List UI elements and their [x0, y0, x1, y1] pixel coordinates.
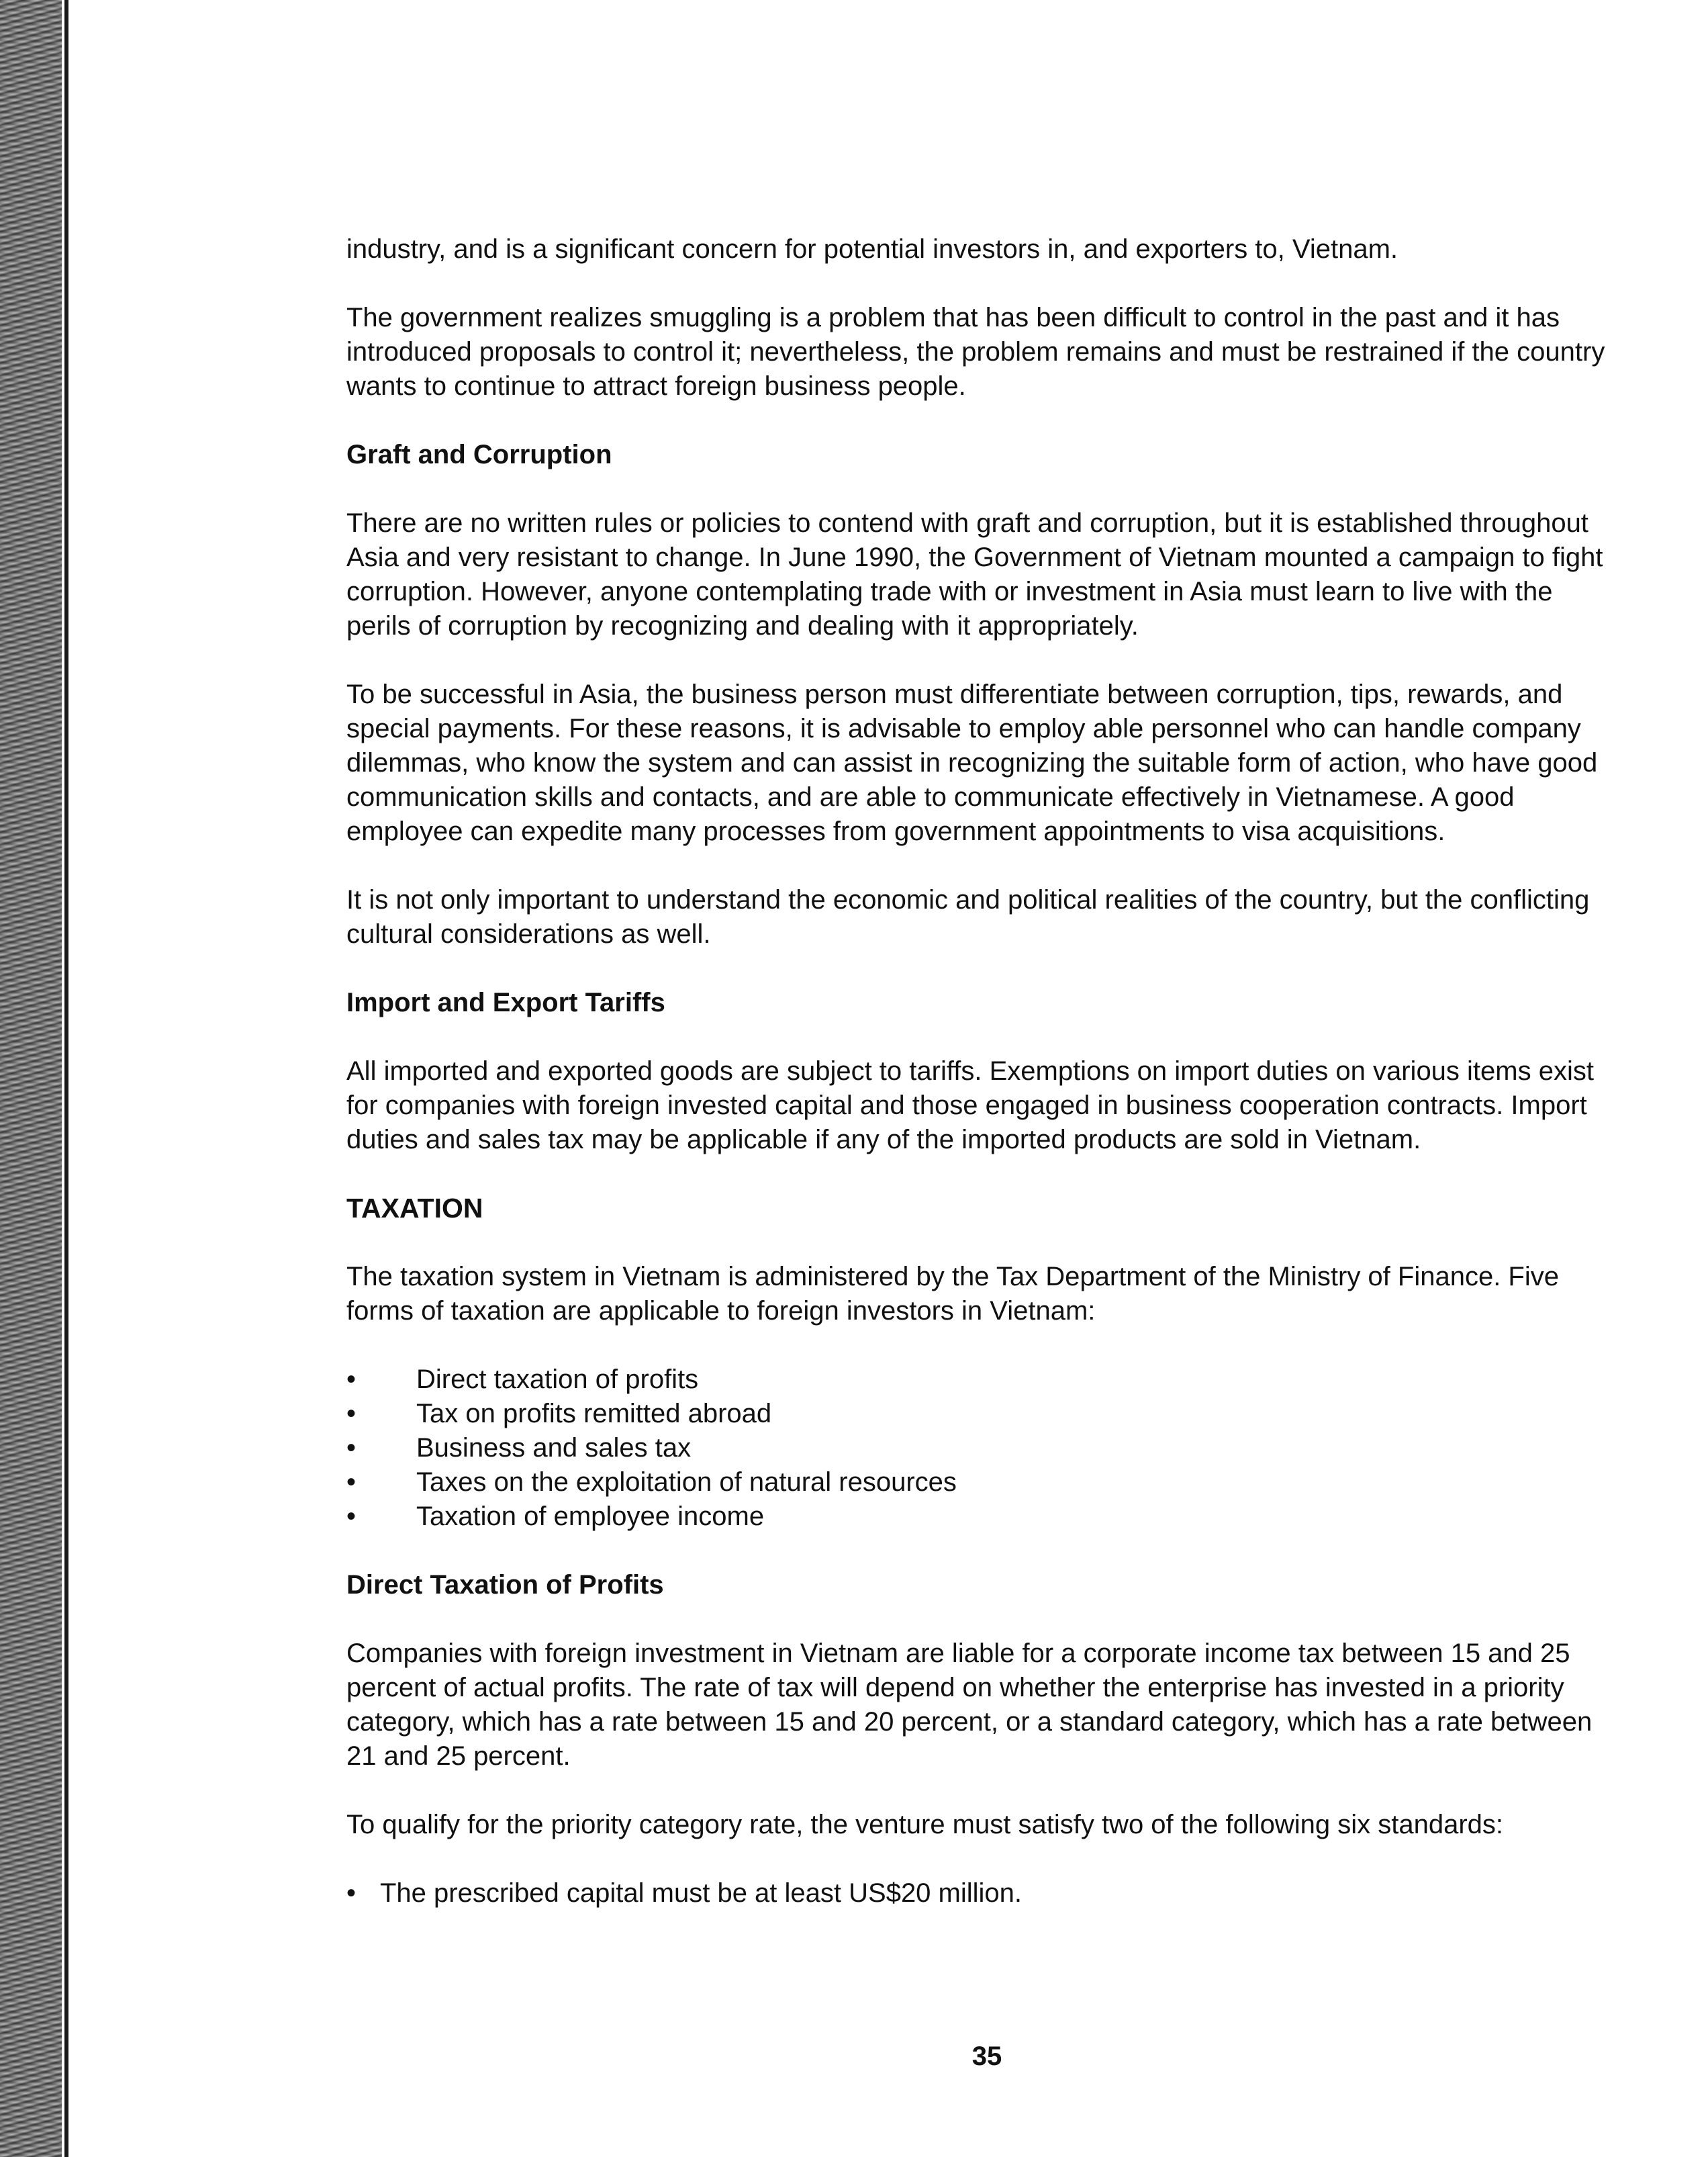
scan-binding-line: [64, 0, 68, 2157]
list-item: • Taxes on the exploitation of natural resources: [346, 1465, 1622, 1500]
bullet-icon: •: [346, 1467, 357, 1497]
bullet-icon: •: [346, 1365, 357, 1394]
page-number: 35: [971, 2041, 1002, 2071]
paragraph-industry: industry, and is a significant concern for potential investors in, and exporters to, Vietnam.: [346, 234, 1398, 264]
bullet-icon: •: [346, 1433, 357, 1463]
list-item: • Taxation of employee income: [346, 1500, 1622, 1534]
list-item: • Direct taxation of profits: [346, 1363, 1622, 1397]
paragraph-priority-qualify: To qualify for the priority category rate, the venture must satisfy two of the following six standards:: [346, 1810, 1504, 1839]
bullet-icon: •: [346, 1399, 357, 1428]
list-item: • The prescribed capital must be at least US$20 million.: [346, 1876, 1622, 1911]
paragraph-success-asia: To be successful in Asia, the business person must differentiate between corruption, tips, rewards, and special payments. For these reasons, it is advisable to employ able personnel who can handle company dilemmas, who know the system and can assist in recognizing the suitable form of action, who have good communication skills and contacts, and are able to communicate effectively in Vietnamese. A good employee can expedite many processes from government appointments to visa acquisitions.: [346, 680, 1598, 846]
paragraph-tariffs: All imported and exported goods are subject to tariffs. Exemptions on import duties on various items exist for companies with foreign invested capital and those engaged in business cooperation contracts. Import duties and sales tax may be applicable if any of the imported products are sold in Vietnam.: [346, 1056, 1594, 1154]
tax-forms-list: [346, 1363, 1622, 1534]
bullet-icon: •: [346, 1878, 357, 1908]
paragraph-corporate-income-tax: Companies with foreign investment in Vietnam are liable for a corporate income tax between 15 and 25 percent of actual profits. The rate of tax will depend on whether the enterprise has invested in a priority category, which has a rate between 15 and 20 percent, or a standard category, which has a rate between 21 and 25 percent.: [346, 1639, 1593, 1771]
list-item: • Tax on profits remitted abroad: [346, 1397, 1622, 1431]
paragraph-graft-rules: There are no written rules or policies to contend with graft and corruption, but it is established throughout Asia and very resistant to change. In June 1990, the Government of Vietnam mounted a campaign to fight corruption. However, anyone contemplating trade with or investment in Asia must learn to live with the perils of corruption by recognizing and dealing with it appropriately.: [346, 508, 1603, 641]
paragraph-cultural: It is not only important to understand the economic and political realities of the country, but the conflicting cultural considerations as well.: [346, 885, 1590, 949]
heading-direct-taxation: Direct Taxation of Profits: [346, 1570, 664, 1600]
heading-import-export-tariffs: Import and Export Tariffs: [346, 988, 665, 1017]
standards-list: [346, 1876, 1622, 1911]
scan-edge-decoration: [0, 0, 62, 2157]
heading-graft-corruption: Graft and Corruption: [346, 440, 612, 469]
paragraph-smuggling: The government realizes smuggling is a problem that has been difficult to control in the past and it has introduced proposals to control it; nevertheless, the problem remains and must be restrained if the country wants to continue to attract foreign business people.: [346, 303, 1605, 401]
page-body: [346, 232, 1622, 1911]
list-item: • Business and sales tax: [346, 1431, 1622, 1465]
heading-taxation: TAXATION: [346, 1193, 483, 1224]
bullet-icon: •: [346, 1502, 357, 1531]
paragraph-taxation-system: The taxation system in Vietnam is administered by the Tax Department of the Ministry of Finance. Five forms of taxation are applicable to foreign investors in Vietnam:: [346, 1262, 1559, 1326]
